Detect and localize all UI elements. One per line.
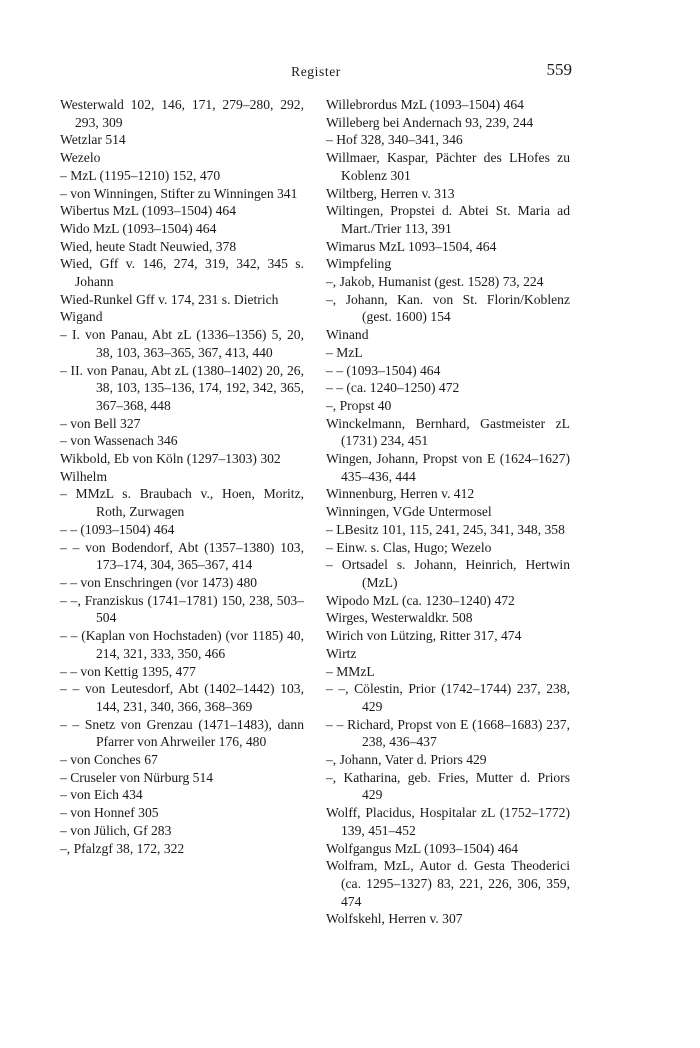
index-subentry: –, Johann, Vater d. Priors 429: [326, 752, 487, 768]
index-entry: Wikbold, Eb von Köln (1297–1303) 302: [60, 451, 281, 467]
index-subentry: – – von Enschringen (vor 1473) 480: [60, 574, 258, 590]
index-subentry: – von Winningen, Stifter zu Winningen 341: [60, 185, 298, 201]
index-subentry: – MMzL s. Braubach v., Hoen, Moritz, Roth, Zurwagen: [60, 486, 304, 520]
index-entry: Wied, Gff v. 146, 274, 319, 342, 345 s. Johann: [60, 256, 304, 290]
index-column-right: [326, 96, 570, 928]
index-entry: Winckelmann, Bernhard, Gastmeister zL (1731) 234, 451: [326, 415, 570, 449]
index-subentry: – Ortsadel s. Johann, Heinrich, Hertwin (MzL): [326, 557, 570, 590]
index-entry: Wolfgangus MzL (1093–1504) 464: [326, 840, 519, 856]
index-subentry: – MzL (1195–1210) 152, 470: [60, 167, 221, 183]
page-header: [60, 60, 572, 86]
index-subentry: – – Richard, Propst von E (1668–1683) 237, 238, 436–437: [326, 716, 570, 750]
index-subentry: – Hof 328, 340–341, 346: [326, 132, 463, 148]
index-subentry: – von Jülich, Gf 283: [60, 822, 172, 838]
index-subentry: – – von Kettig 1395, 477: [60, 663, 196, 679]
index-subentry: – – (ca. 1240–1250) 472: [326, 380, 460, 396]
index-subentry: – – (Kaplan von Hochstaden) (vor 1185) 40, 214, 321, 333, 350, 466: [60, 628, 304, 661]
index-subentry: – – von Bodendorf, Abt (1357–1380) 103, 173–174, 304, 365–367, 414: [60, 539, 304, 573]
index-subentry: – LBesitz 101, 115, 241, 245, 341, 348, 358: [326, 521, 565, 537]
running-title: Register: [291, 64, 341, 79]
index-subentry: – MMzL: [326, 663, 375, 679]
index-entry: Winningen, VGde Untermosel: [326, 504, 492, 520]
index-subentry: –, Katharina, geb. Fries, Mutter d. Priors 429: [326, 769, 570, 803]
index-entry: Willmaer, Kaspar, Pächter des LHofes zu Koblenz 301: [326, 150, 570, 183]
index-subentry: – – (1093–1504) 464: [326, 362, 441, 378]
index-entry: Wipodo MzL (ca. 1230–1240) 472: [326, 592, 515, 608]
index-subentry: –, Pfalzgf 38, 172, 322: [60, 840, 185, 856]
index-subentry: – Einw. s. Clas, Hugo; Wezelo: [326, 539, 492, 555]
index-entry: Wigand: [60, 309, 103, 325]
index-entry: Wiltingen, Propstei d. Abtei St. Maria ad Mart./Trier 113, 391: [326, 203, 570, 236]
index-entry: Winnenburg, Herren v. 412: [326, 486, 475, 502]
index-entry: Wimarus MzL 1093–1504, 464: [326, 238, 497, 254]
index-entry: Wido MzL (1093–1504) 464: [60, 220, 217, 236]
index-subentry: – von Conches 67: [60, 752, 158, 768]
index-subentry: – MzL: [326, 344, 363, 360]
page-number: 559: [546, 60, 572, 79]
index-subentry: – I. von Panau, Abt zL (1336–1356) 5, 20, 38, 103, 363–365, 367, 413, 440: [60, 327, 304, 360]
index-subentry: –, Jakob, Humanist (gest. 1528) 73, 224: [326, 274, 544, 290]
index-entry: Wolfskehl, Herren v. 307: [326, 911, 463, 927]
index-entry: Wirges, Westerwaldkr. 508: [326, 610, 473, 626]
index-entry: Wingen, Johann, Propst von E (1624–1627) 435–436, 444: [326, 451, 570, 484]
index-entry: Wolfram, MzL, Autor d. Gesta Theoderici (ca. 1295–1327) 83, 221, 226, 306, 359, 474: [326, 858, 570, 909]
index-column-left: [60, 96, 304, 857]
index-entry: Willebrordus MzL (1093–1504) 464: [326, 97, 524, 112]
index-subentry: –, Johann, Kan. von St. Florin/Koblenz (gest. 1600) 154: [326, 291, 570, 325]
index-entry: Wibertus MzL (1093–1504) 464: [60, 203, 237, 219]
index-subentry: – von Wassenach 346: [60, 433, 178, 449]
index-entry: Wiltberg, Herren v. 313: [326, 185, 455, 201]
index-subentry: – – (1093–1504) 464: [60, 521, 175, 537]
index-subentry: – – von Leutesdorf, Abt (1402–1442) 103, 144, 231, 340, 366, 368–369: [60, 681, 304, 714]
index-subentry: – von Bell 327: [60, 415, 141, 431]
index-subentry: – Cruseler von Nürburg 514: [60, 769, 214, 785]
index-entry: Wied, heute Stadt Neuwied, 378: [60, 238, 237, 254]
index-entry: Winand: [326, 327, 369, 343]
index-subentry: – –, Franziskus (1741–1781) 150, 238, 503–504: [60, 592, 304, 626]
index-subentry: – –, Cölestin, Prior (1742–1744) 237, 238, 429: [326, 681, 570, 714]
index-entry: Wilhelm: [60, 468, 108, 484]
index-entry: Westerwald 102, 146, 171, 279–280, 292, 293, 309: [60, 97, 304, 130]
index-subentry: – – Snetz von Grenzau (1471–1483), dann Pfarrer von Ahrweiler 176, 480: [60, 716, 304, 750]
index-entry: Wirtz: [326, 645, 357, 661]
index-entry: Wied-Runkel Gff v. 174, 231 s. Dietrich: [60, 291, 279, 307]
index-entry: Wetzlar 514: [60, 132, 126, 148]
index-subentry: – II. von Panau, Abt zL (1380–1402) 20, 26, 38, 103, 135–136, 174, 192, 342, 365, 367–368, 448: [60, 362, 304, 413]
index-subentry: – von Honnef 305: [60, 805, 159, 821]
index-entry: Wolff, Placidus, Hospitalar zL (1752–1772) 139, 451–452: [326, 805, 570, 838]
index-entry: Willeberg bei Andernach 93, 239, 244: [326, 114, 534, 130]
index-subentry: –, Propst 40: [326, 397, 392, 413]
index-subentry: – von Eich 434: [60, 787, 143, 803]
index-entry: Wezelo: [60, 150, 101, 166]
index-entry: Wirich von Lützing, Ritter 317, 474: [326, 628, 522, 644]
index-entry: Wimpfeling: [326, 256, 392, 272]
